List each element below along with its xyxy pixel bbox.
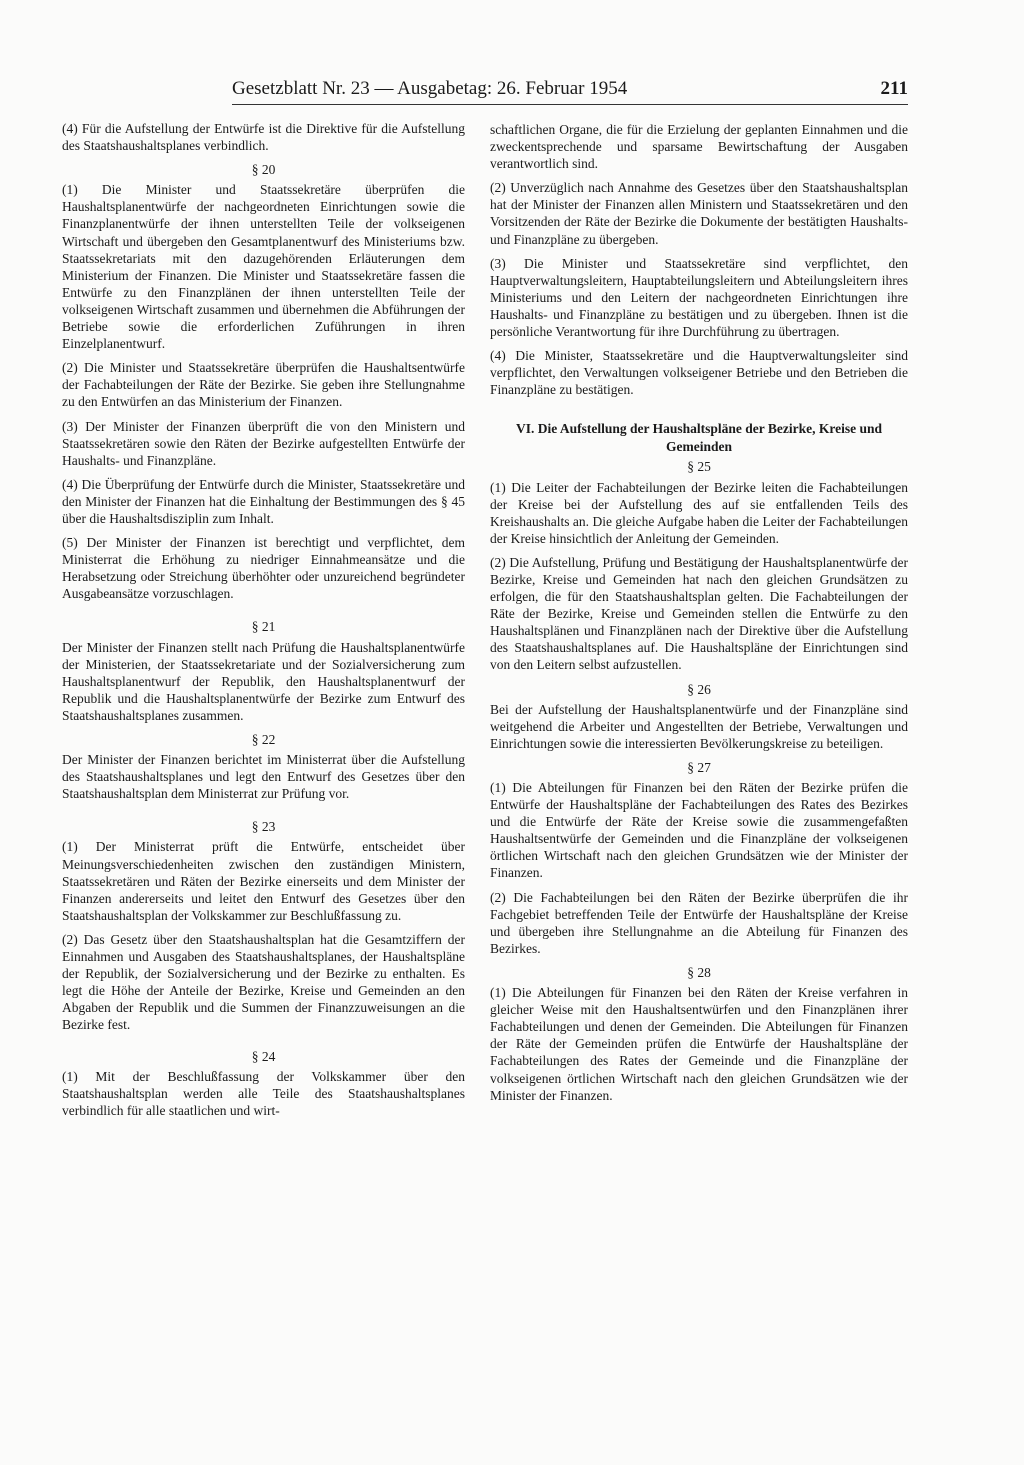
paragraph-20-2: (2) Die Minister und Staatssekretäre überprüfen die Haushaltsentwürfe der Fachabteilungen der Räte der Bezirke. Sie geben ihre Stellungnahme zu den Entwürfen an das Ministerium der Finanzen.	[62, 360, 465, 410]
section-26-heading: § 26	[687, 681, 711, 697]
paragraph-26: Bei der Aufstellung der Haushaltsplanentwürfe und der Finanzpläne sind weitgehend die Arbeiter und Angestellten der Betriebe, Verwaltungen und Einrichtungen sowie die interessierten Bevölkerungskreise zu beteiligen.	[490, 701, 908, 751]
right-column	[490, 121, 908, 1111]
paragraph-22: Der Minister der Finanzen berichtet im Ministerrat über die Aufstellung des Staatshaushaltsplanes und legt den Entwurf des Gesetzes über den Staatshaushaltsplan dem Ministerrat zur Prüfung vor.	[62, 752, 465, 802]
section-23-heading: § 23	[251, 819, 276, 835]
section-25-heading: § 25	[687, 459, 711, 475]
page-number: 211	[880, 78, 908, 99]
section-28-heading: § 28	[687, 964, 711, 980]
paragraph-20-5: (5) Der Minister der Finanzen ist berechtigt und verpflichtet, dem Ministerrat die Erhöhung zu niedriger Einnahmeansätze und die Herabsetzung oder Streichung überhöhter oder unzureichend begründeter Ausgabeansätze vorzuschlagen.	[62, 535, 465, 602]
section-27-heading: § 27	[687, 759, 711, 775]
paragraph-21: Der Minister der Finanzen stellt nach Prüfung die Haushaltsplanentwürfe der Ministerien, der Staatssekretariate und der Sozialversicherung zum Haushaltsplanentwurf der Republik, den Haushaltsplanentwurf der Republik und die Haushaltsplanentwürfe der Bezirke zum Entwurf des Staatshaushaltsplanes zusammen.	[62, 639, 465, 723]
paragraph-24-4: (4) Die Minister, Staatssekretäre und die Hauptverwaltungsleiter sind verpflichtet, den Verwaltungen volkseigener Betriebe und den Betrieben die Finanzpläne zu bestätigen.	[490, 348, 908, 398]
chapter-vi-heading: VI. Die Aufstellung der Haushaltspläne der Bezirke, Kreise und Gemeinden	[515, 421, 883, 454]
paragraph-20-1: (1) Die Minister und Staatssekretäre überprüfen die Haushaltsplanentwürfe der nachgeordneten Einrichtungen sowie die Finanzplanentwürfe der ihnen unterstellten Teile der volkseigenen Wirtschaft und übergeben den Gesamtplanentwurf des Ministeriums bzw. Staatssekretariats mit den dazugehörenden Erläuterungen dem Ministerium der Finanzen. Die Minister und Staatssekretäre fassen die Entwürfe zu den Finanzplänen der ihnen unterstellten Teile der volkseigenen Wirtschaft zusammen und übernehmen die Abführungen der Betriebe sowie die erforderlichen Zuführungen in ihren Einzelplanentwurf.	[62, 182, 465, 352]
paragraph-28-1: (1) Die Abteilungen für Finanzen bei den Räten der Kreise verfahren in gleicher Weise mit den Haushaltsentwürfen und den Finanzplänen ihrer Fachabteilungen und denen der Gemeinden. Die Abteilungen für Finanzen der Räte der Gemeinden prüfen die Entwürfe der Haushaltspläne der Fachabteilungen des Rates der Gemeinde und die Finanzpläne der volkseigenen örtlichen Wirtschaft nach den gleichen Grundsätzen wie der Minister der Finanzen.	[490, 985, 908, 1103]
paragraph-24-3: (3) Die Minister und Staatssekretäre sind verpflichtet, den Hauptverwaltungsleitern, Hauptabteilungsleitern und Abteilungsleitern ihres Ministeriums und den Leitern der nachgeordneten Einrichtungen ihre Haushalts- und Finanzpläne zu bestätigen und zu übergeben. Ihnen ist die persönliche Verantwortung für ihre Durchführung zu übertragen.	[490, 255, 908, 340]
paragraph-20-3: (3) Der Minister der Finanzen überprüft die von den Ministern und Staatssekretären sowie den Räten der Bezirke aufgestellten Entwürfe der Haushalts- und Finanzpläne.	[62, 418, 465, 468]
page-header	[232, 74, 908, 104]
left-column	[62, 120, 465, 1126]
gazette-title: Gesetzblatt Nr. 23 — Ausgabetag: 26. Februar 1954	[232, 78, 628, 99]
section-21-heading: § 21	[251, 619, 276, 635]
paragraph-24-2: (2) Unverzüglich nach Annahme des Gesetzes über den Staatshaushaltsplan hat der Minister der Finanzen allen Ministern und Staatssekretären und den Vorsitzenden der Räte der Bezirke die Dokumente der bestätigten Haushalts- und Finanzpläne zu übergeben.	[490, 180, 908, 247]
paragraph-27-2: (2) Die Fachabteilungen bei den Räten der Bezirke überprüfen die ihr Fachgebiet betreffenden Teile der Entwürfe der Haushaltspläne der Kreise und übergeben ihre Stellungnahme an die Abteilung für Finanzen des Bezirkes.	[490, 889, 908, 956]
section-20-heading: § 20	[251, 162, 276, 178]
header-rule	[232, 104, 908, 105]
paragraph-20-4: (4) Die Überprüfung der Entwürfe durch die Minister, Staatssekretäre und den Minister der Finanzen hat die Einhaltung der Bestimmungen des § 45 über die Haushaltsdisziplin zum Inhalt.	[62, 476, 465, 526]
paragraph-24-1: (1) Mit der Beschlußfassung der Volkskammer über den Staatshaushaltsplan werden alle Teile des Staatshaushaltsplanes verbindlich für alle staatlichen und wirt-	[62, 1068, 465, 1118]
paragraph-27-1: (1) Die Abteilungen für Finanzen bei den Räten der Bezirke prüfen die Entwürfe der Haushaltspläne der Fachabteilungen des Rates des Bezirkes und die Entwürfe der Räte der Kreise sowie die zusammengefaßten Haushaltsentwürfe der Gemeinden und die Finanzpläne der volkseigenen örtlichen Wirtschaft nach den gleichen Grundsätzen wie der Minister der Finanzen.	[490, 780, 908, 881]
section-22-heading: § 22	[251, 732, 276, 747]
section-24-heading: § 24	[251, 1048, 276, 1064]
paragraph-24-1-continued: schaftlichen Organe, die für die Erzielung der geplanten Einnahmen und die zweckentsprechende und sparsame Bewirtschaftung der Ausgaben verantwortlich sind.	[490, 122, 908, 172]
paragraph-23-1: (1) Der Ministerrat prüft die Entwürfe, entscheidet über Meinungsverschiedenheiten zwischen den zuständigen Ministern, Staatssekretären und Räten der Bezirke einerseits und dem Minister der Finanzen andererseits und leitet den Entwurf des Gesetzes über den Staatshaushaltsplan der Volkskammer zur Beschlußfassung zu.	[62, 839, 465, 923]
paragraph-25-1: (1) Die Leiter der Fachabteilungen der Bezirke leiten die Fachabteilungen der Kreise bei der Aufstellung des auf sie entfallenden Teils des Kreishaushalts an. Die gleiche Aufgabe haben die Leiter der Fachabteilungen der Kreise hinsichtlich der Anleitung der Gemeinden.	[490, 479, 908, 546]
paragraph-23-2: (2) Das Gesetz über den Staatshaushaltsplan hat die Gesamtziffern der Einnahmen und Ausgaben des Staatshaushaltsplanes, der Haushaltspläne der Republik, der Sozialversicherung und der Bezirke zu enthalten. Es legt die Höhe der Anteile der Bezirke, Kreise und Gemeinden an den Abgaben der Republik und die Summen der Finanzzuweisungen an die Bezirke fest.	[62, 931, 465, 1033]
paragraph-25-2: (2) Die Aufstellung, Prüfung und Bestätigung der Haushaltsplanentwürfe der Bezirke, Kreise und Gemeinden hat nach den gleichen Grundsätzen zu erfolgen, die für den Staatshaushaltsplan gelten. Die Fachabteilungen der Räte der Bezirke, Kreise und Gemeinden stellen die Entwürfe zu den Haushaltsplänen und Finanzplänen nach der Direktive über die Aufstellung des Staatshaushaltsplanes auf. Die Haushaltspläne der Einrichtungen sind von den Leitern selbst aufzustellen.	[490, 554, 908, 673]
paragraph-19-4: (4) Für die Aufstellung der Entwürfe ist die Direktive für die Aufstellung des Staatshaushaltsplanes verbindlich.	[62, 121, 465, 154]
